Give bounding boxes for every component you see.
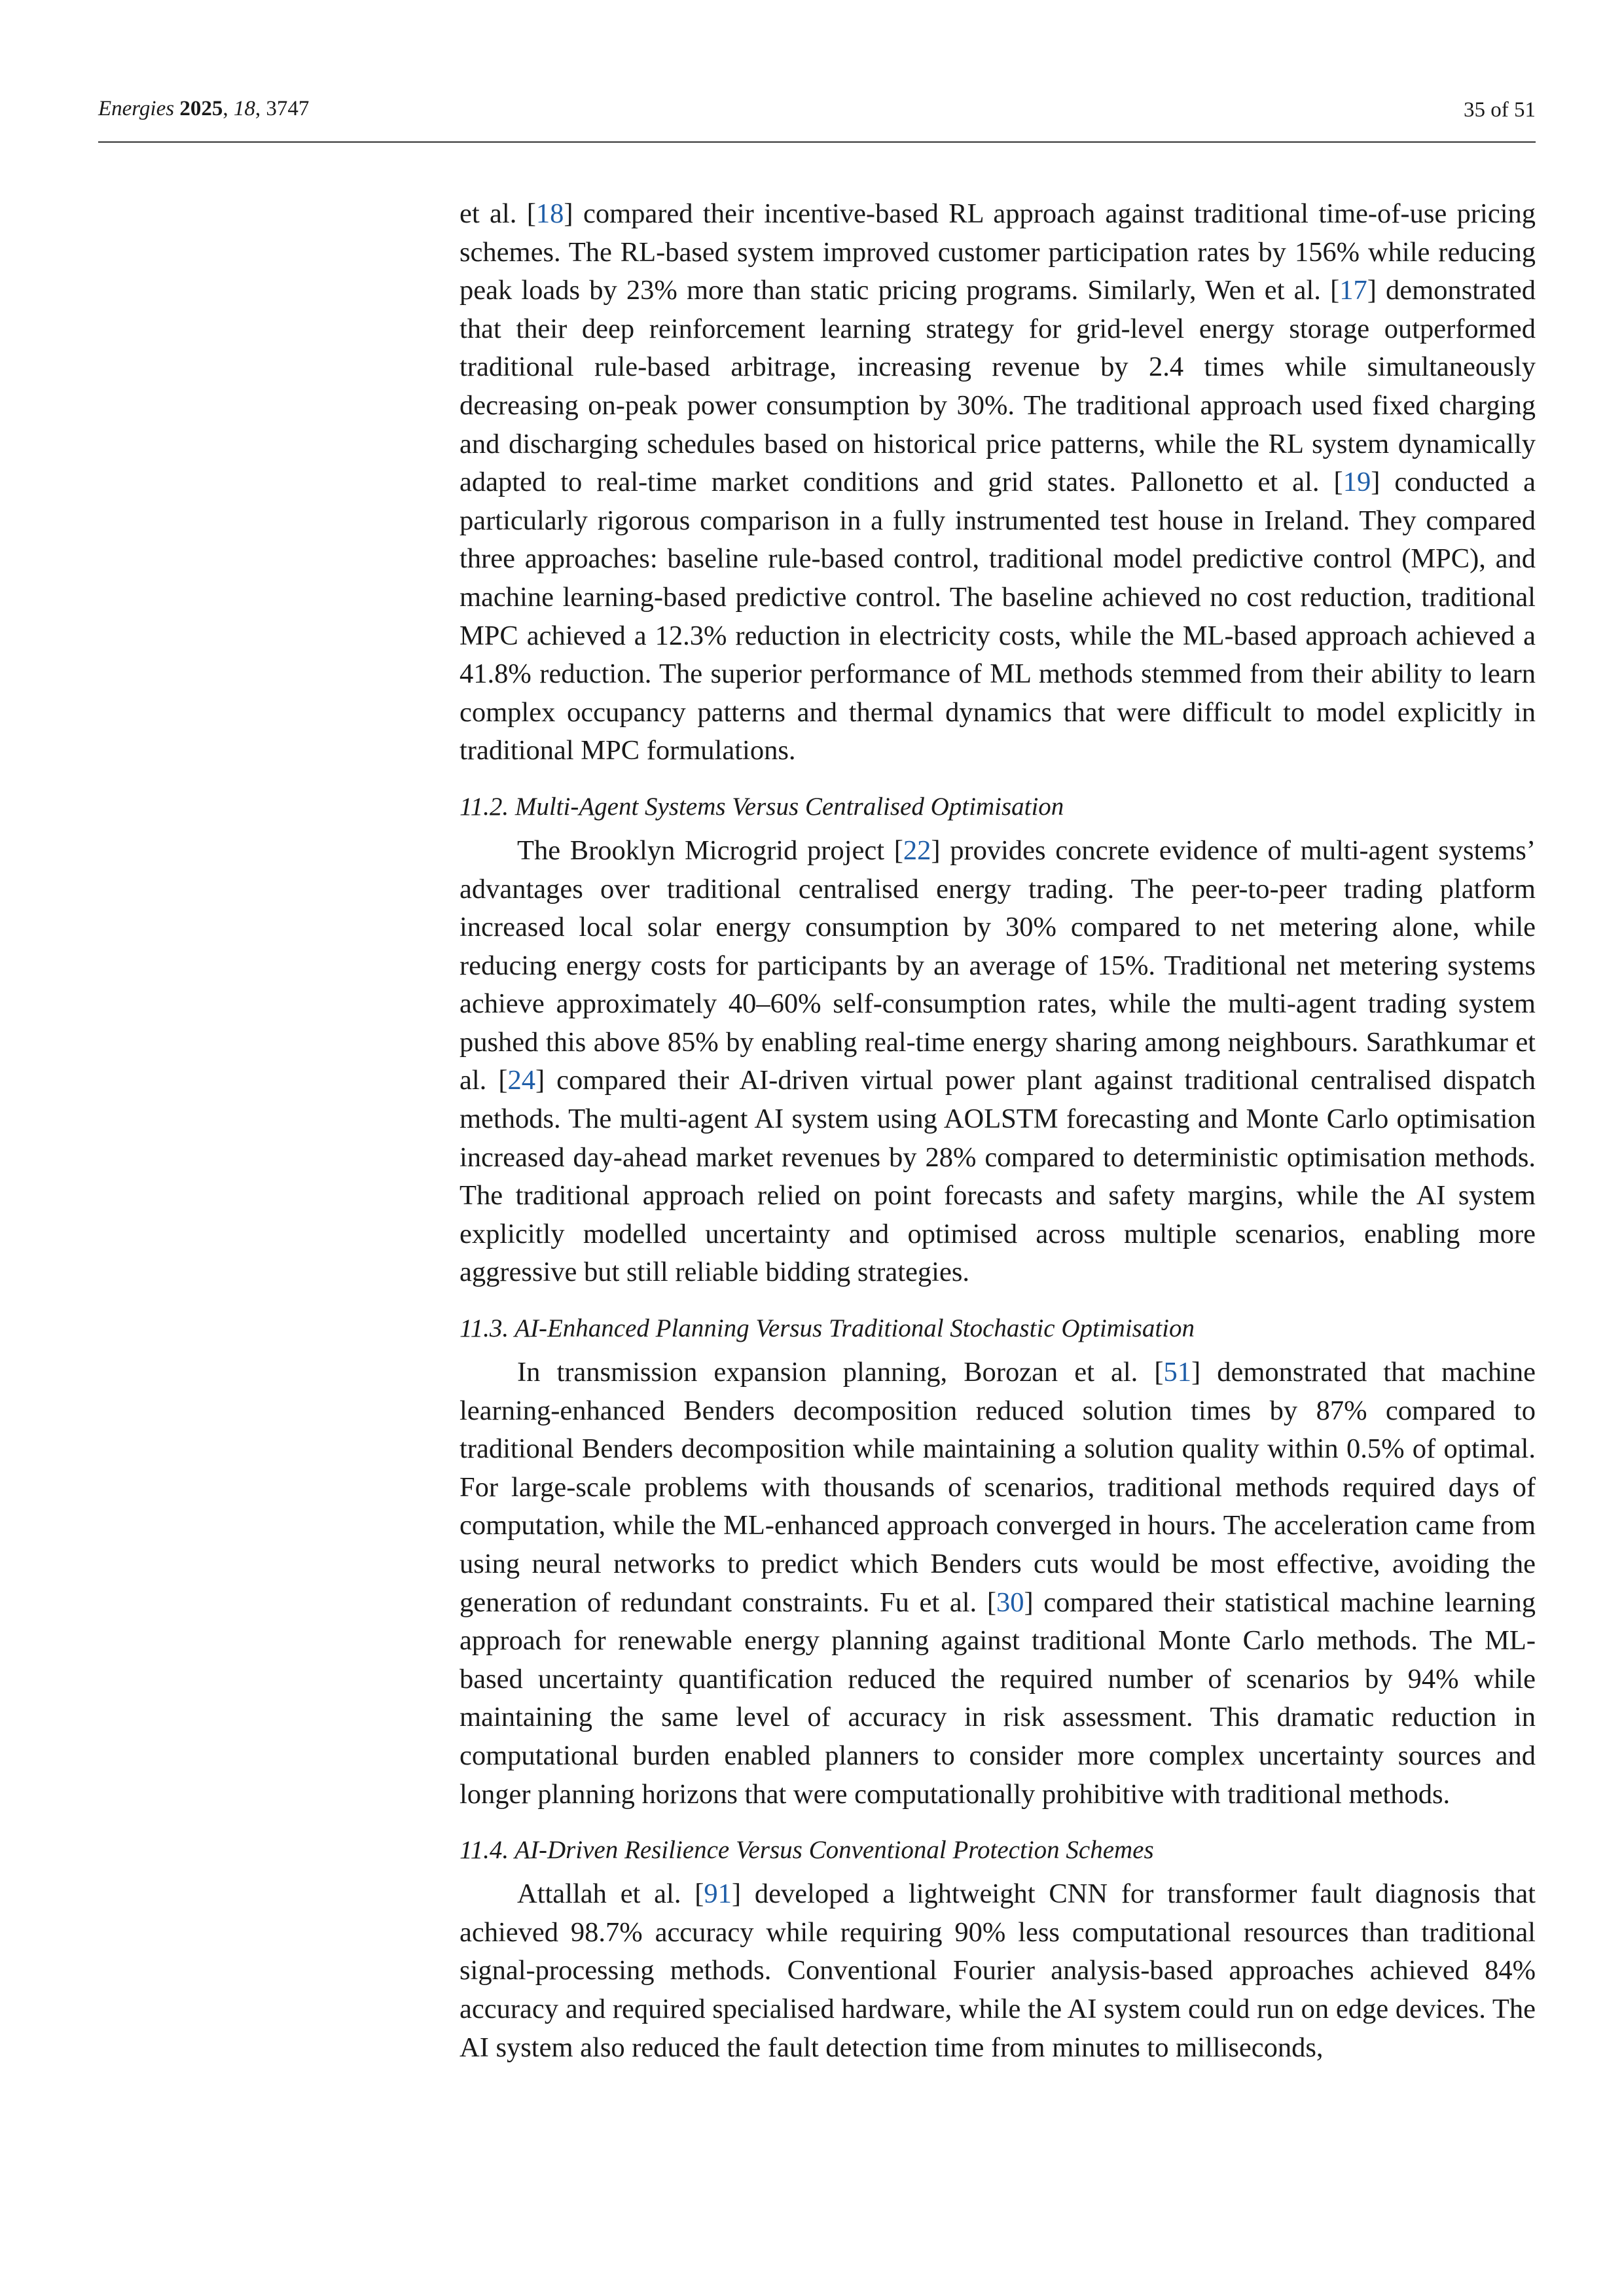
running-header xyxy=(98,92,1536,143)
body-paragraph xyxy=(460,195,1536,770)
paragraph-text: ] developed a lightweight CNN for transformer fault diagnosis that achieved 98.7% accuracy while requiring 90% less computational resources than traditional signal-processing methods. Conventional Fourier analysis-based approaches achieved 84% accuracy and required specialised hardware, while the AI system could run on edge devices. The AI system also reduced the fault detection time from minutes to milliseconds, xyxy=(460,1878,1536,2063)
citation-link[interactable]: 17 xyxy=(1339,275,1367,306)
paragraph-text: Attallah et al. [ xyxy=(517,1878,704,1910)
citation-link[interactable]: 18 xyxy=(535,198,564,229)
paragraph-text: ] demonstrated that machine learning-enhanced Benders decomposition reduced solution times by 87% compared to traditional Benders decomposition while maintaining a solution quality within 0.5% of optimal. For large-scale problems with thousands of scenarios, traditional methods required days of computation, while the ML-enhanced approach converged in hours. The acceleration came from using neural networks to predict which Benders cuts would be most effective, avoiding the generation of redundant constraints. Fu et al. [ xyxy=(460,1357,1536,1618)
paragraph-text: In transmission expansion planning, Borozan et al. [ xyxy=(517,1357,1164,1388)
paragraph-text: The Brooklyn Microgrid project [ xyxy=(517,834,903,866)
citation-link[interactable]: 19 xyxy=(1343,467,1371,498)
journal-volume: 18 xyxy=(233,97,255,120)
article-body xyxy=(460,195,1536,2067)
citation-link[interactable]: 22 xyxy=(903,834,931,866)
journal-year: 2025 xyxy=(179,97,223,120)
journal-name: Energies xyxy=(98,97,175,120)
body-paragraph xyxy=(460,1875,1536,2067)
section-heading: 11.4. AI-Driven Resilience Versus Conventional Protection Schemes xyxy=(460,1836,1154,1865)
page-number: 35 of 51 xyxy=(1464,98,1536,122)
body-paragraph xyxy=(460,832,1536,1292)
paragraph-text: et al. [ xyxy=(460,198,536,229)
body-paragraph xyxy=(460,1354,1536,1814)
section-heading: 11.2. Multi-Agent Systems Versus Centralised Optimisation xyxy=(460,792,1064,821)
paragraph-text: ] compared their AI-driven virtual power plant against traditional centralised dispatch methods. The multi-agent AI system using AOLSTM forecasting and Monte Carlo optimisation increased day-ahead market revenues by 28% compared to deterministic optimisation methods. The traditional approach relied on point forecasts and safety margins, while the AI system explicitly modelled uncertainty and optimised across multiple scenarios, enabling more aggressive but still reliable bidding strategies. xyxy=(460,1065,1536,1288)
paragraph-text: ] conducted a particularly rigorous comparison in a fully instrumented test house in Ireland. They compared three approaches: baseline rule-based control, traditional model predictive control (MPC), and machine learning-based predictive control. The baseline achieved no cost reduction, traditional MPC achieved a 12.3% reduction in electricity costs, while the ML-based approach achieved a 41.8% reduction. The superior performance of ML methods stemmed from their ability to learn complex occupancy patterns and thermal dynamics that were difficult to model explicitly in traditional MPC formulations. xyxy=(460,467,1536,766)
article-number: 3747 xyxy=(266,97,310,120)
citation-link[interactable]: 91 xyxy=(704,1878,732,1910)
citation-link[interactable]: 51 xyxy=(1163,1357,1192,1388)
citation-link[interactable]: 24 xyxy=(507,1065,535,1096)
paragraph-text: ] compared their incentive-based RL approach against traditional time-of-use pricing schemes. The RL-based system improved customer participation rates by 156% while reducing peak loads by 23% more than static pricing programs. Similarly, Wen et al. [ xyxy=(460,198,1536,306)
section-heading: 11.3. AI-Enhanced Planning Versus Traditional Stochastic Optimisation xyxy=(460,1314,1195,1343)
paragraph-text: ] demonstrated that their deep reinforcement learning strategy for grid-level energy storage outperformed traditional rule-based arbitrage, increasing revenue by 2.4 times while simultaneously decreasing on-peak power consumption by 30%. The traditional approach used fixed charging and discharging schedules based on historical price patterns, while the RL system dynamically adapted to real-time market conditions and grid states. Pallonetto et al. [ xyxy=(460,275,1536,498)
paragraph-text: ] compared their statistical machine learning approach for renewable energy planning against traditional Monte Carlo methods. The ML-based uncertainty quantification reduced the required number of scenarios by 94% while maintaining the same level of accuracy in risk assessment. This dramatic reduction in computational burden enabled planners to consider more complex uncertainty sources and longer planning horizons that were computationally prohibitive with traditional methods. xyxy=(460,1587,1536,1810)
paragraph-text: ] provides concrete evidence of multi-agent systems’ advantages over traditional centralised energy trading. The peer-to-peer trading platform increased local solar energy consumption by 30% compared to net metering alone, while reducing energy costs for participants by an average of 15%. Traditional net metering systems achieve approximately 40–60% self-consumption rates, while the multi-agent trading system pushed this above 85% by enabling real-time energy sharing among neighbours. Sarathkumar et al. [ xyxy=(460,834,1536,1096)
citation-link[interactable]: 30 xyxy=(996,1587,1024,1618)
journal-citation: Energies 2025, 18, 3747 xyxy=(98,97,310,120)
